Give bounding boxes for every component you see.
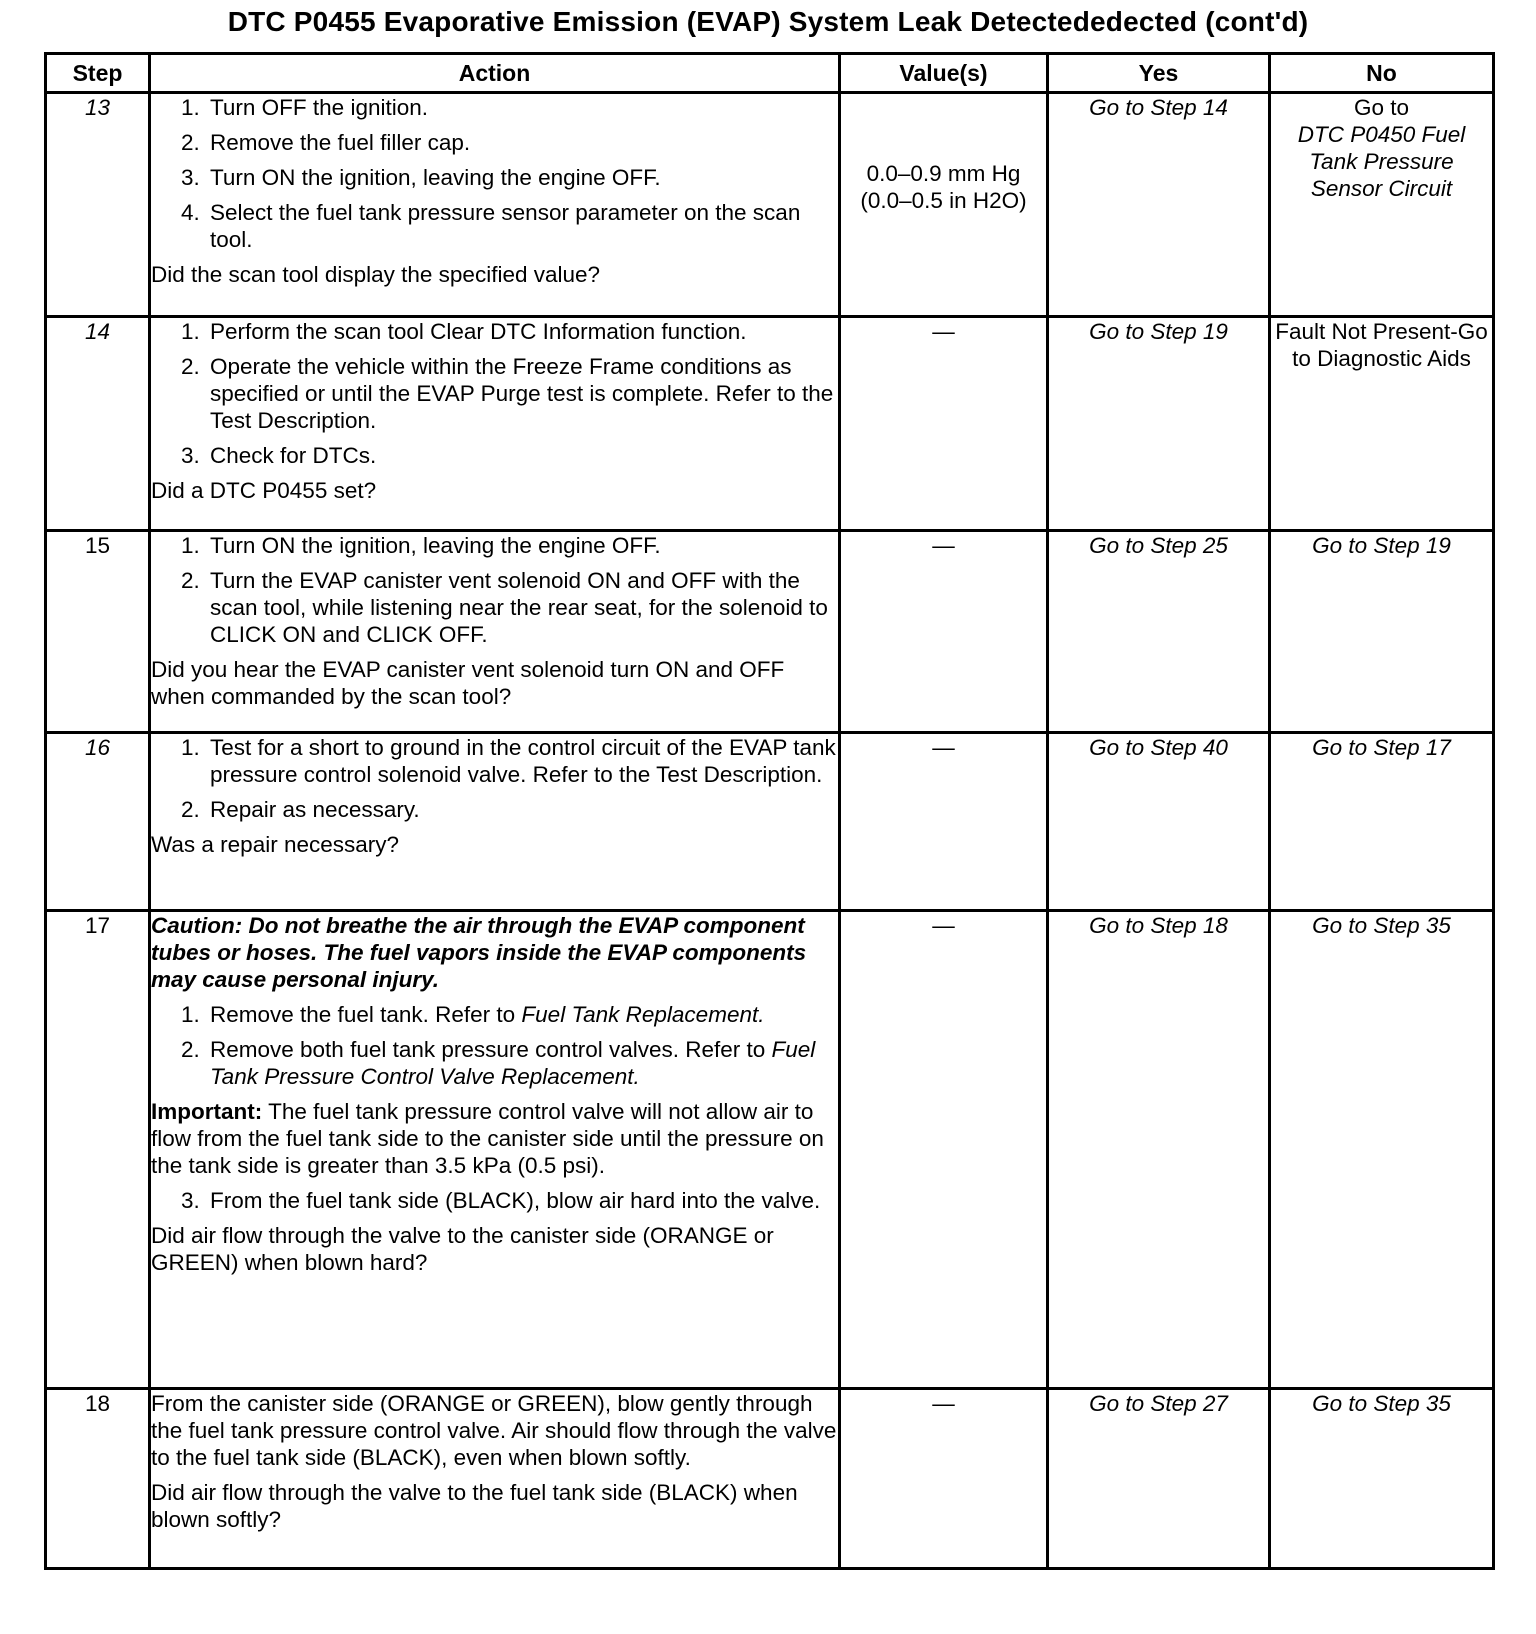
- page-title: DTC P0455 Evaporative Emission (EVAP) System Leak Detectededected (cont'd): [227, 6, 1309, 37]
- step-number: 16: [46, 733, 150, 911]
- action-text: From the canister side (ORANGE or GREEN), blow gently through the fuel tank pressure control valve. Air should flow through the valve to the fuel tank side (BLACK), even when blown softly.: [151, 1391, 837, 1470]
- action-list: [151, 318, 838, 469]
- step-number: 18: [46, 1389, 150, 1569]
- question: Did a DTC P0455 set?: [151, 478, 377, 503]
- question: Did the scan tool display the specified value?: [151, 262, 601, 287]
- item-text: Remove the fuel tank. Refer to: [210, 1002, 522, 1027]
- list-item: 1. Test for a short to ground in the control circuit of the EVAP tank pressure control solenoid valve. Refer to the Test Description.: [206, 734, 838, 788]
- header-yes: Yes: [1048, 54, 1270, 93]
- list-item: 1. Turn OFF the ignition.: [206, 94, 838, 121]
- header-step: Step: [46, 54, 150, 93]
- step-number: 15: [46, 531, 150, 733]
- diagnostic-table: [44, 52, 1495, 1570]
- action-list: [151, 532, 838, 648]
- list-item: 2. Remove the fuel filler cap.: [206, 129, 838, 156]
- yes-cell: Go to Step 27: [1048, 1389, 1270, 1569]
- list-item: 2. Operate the vehicle within the Freeze Frame conditions as specified or until the EVAP Purge test is complete. Refer to the Test Description.: [206, 353, 838, 434]
- important-label: Important:: [151, 1099, 263, 1124]
- list-item: 2. Repair as necessary.: [206, 796, 838, 823]
- question: Was a repair necessary?: [151, 832, 400, 857]
- value-cell: —: [840, 1389, 1048, 1569]
- list-item: [206, 1001, 838, 1028]
- header-no: No: [1270, 54, 1494, 93]
- no-reference: DTC P0450 Fuel Tank Pressure Sensor Circuit: [1297, 122, 1466, 201]
- value-cell: —: [840, 733, 1048, 911]
- action-cell: [150, 531, 840, 733]
- question: Did air flow through the valve to the canister side (ORANGE or GREEN) when blown hard?: [151, 1223, 774, 1275]
- value-cell: —: [840, 911, 1048, 1389]
- action-list: [151, 1187, 838, 1214]
- list-item: 3. From the fuel tank side (BLACK), blow air hard into the valve.: [206, 1187, 838, 1214]
- yes-cell: Go to Step 14: [1048, 93, 1270, 317]
- action-cell: [150, 317, 840, 531]
- question: Did you hear the EVAP canister vent solenoid turn ON and OFF when commanded by the scan tool?: [151, 657, 785, 709]
- action-list: [151, 1001, 838, 1090]
- no-cell: Go to Step 19: [1270, 531, 1494, 733]
- list-item: [206, 1036, 838, 1090]
- no-cell: Go to Step 35: [1270, 1389, 1494, 1569]
- list-item: 1. Turn ON the ignition, leaving the engine OFF.: [206, 532, 838, 559]
- action-cell: [150, 733, 840, 911]
- value-cell: —: [840, 531, 1048, 733]
- yes-cell: Go to Step 40: [1048, 733, 1270, 911]
- yes-cell: Go to Step 19: [1048, 317, 1270, 531]
- step-number: 14: [46, 317, 150, 531]
- action-cell: [150, 1389, 840, 1569]
- action-cell: [150, 911, 840, 1389]
- yes-cell: Go to Step 25: [1048, 531, 1270, 733]
- action-list: [151, 94, 838, 253]
- table-row: [46, 93, 1494, 317]
- yes-cell: Go to Step 18: [1048, 911, 1270, 1389]
- item-text: Remove both fuel tank pressure control valves. Refer to: [210, 1037, 772, 1062]
- header-row: [46, 54, 1494, 93]
- no-cell: Fault Not Present-Go to Diagnostic Aids: [1270, 317, 1494, 531]
- no-prefix: Go to: [1353, 95, 1410, 120]
- value-cell: 0.0–0.9 mm Hg (0.0–0.5 in H2O): [840, 93, 1048, 317]
- action-cell: [150, 93, 840, 317]
- header-action: Action: [150, 54, 840, 93]
- table-row: [46, 911, 1494, 1389]
- no-cell: Go to Step 17: [1270, 733, 1494, 911]
- list-item: 2. Turn the EVAP canister vent solenoid ON and OFF with the scan tool, while listening near the rear seat, for the solenoid to CLICK ON and CLICK OFF.: [206, 567, 838, 648]
- step-number: 13: [46, 93, 150, 317]
- caution-note: Caution: Do not breathe the air through the EVAP component tubes or hoses. The fuel vapors inside the EVAP components may cause personal injury.: [151, 913, 807, 992]
- header-values: Value(s): [840, 54, 1048, 93]
- list-item: 3. Turn ON the ignition, leaving the engine OFF.: [206, 164, 838, 191]
- important-note: [151, 1098, 838, 1179]
- list-item: 3. Check for DTCs.: [206, 442, 838, 469]
- list-item: 1. Perform the scan tool Clear DTC Information function.: [206, 318, 838, 345]
- table-row: [46, 531, 1494, 733]
- action-list: [151, 734, 838, 823]
- item-reference: Fuel Tank Replacement.: [521, 1002, 765, 1027]
- table-row: [46, 733, 1494, 911]
- no-cell: [1270, 93, 1494, 317]
- value-cell: —: [840, 317, 1048, 531]
- table-row: [46, 317, 1494, 531]
- list-item: 4. Select the fuel tank pressure sensor parameter on the scan tool.: [206, 199, 838, 253]
- no-cell: Go to Step 35: [1270, 911, 1494, 1389]
- item-reference: Fuel Tank Pressure Control Valve Replacement.: [210, 1037, 816, 1089]
- table-row: [46, 1389, 1494, 1569]
- step-number: 17: [46, 911, 150, 1389]
- question: Did air flow through the valve to the fuel tank side (BLACK) when blown softly?: [151, 1480, 798, 1532]
- important-text: The fuel tank pressure control valve will not allow air to flow from the fuel tank side to the canister side until the pressure on the tank side is greater than 3.5 kPa (0.5 psi).: [151, 1099, 824, 1178]
